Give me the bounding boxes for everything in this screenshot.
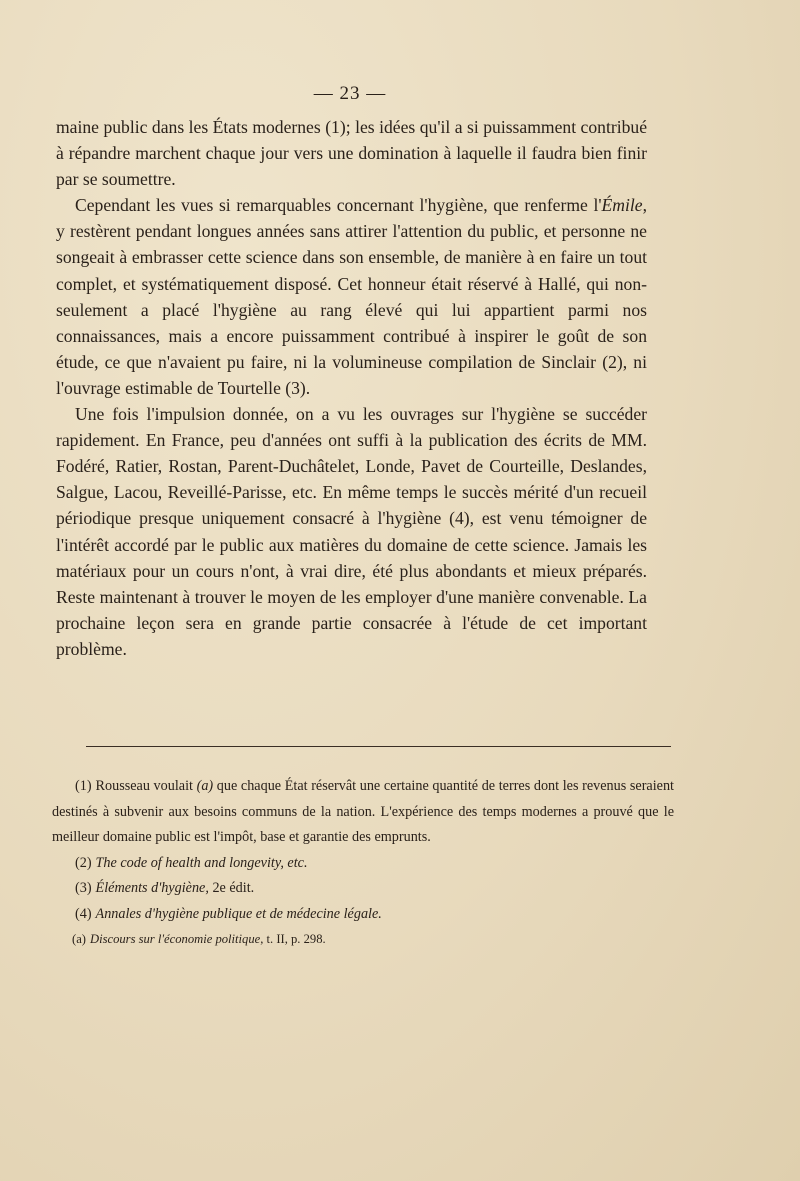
footnote-a <box>52 927 674 953</box>
footnote-3-mark: (3) <box>75 880 92 896</box>
page-number: — 23 — <box>313 83 387 104</box>
footnote-3 <box>52 876 674 902</box>
footnote-4 <box>52 902 674 928</box>
footnote-1-start: Rousseau voulait <box>95 778 197 794</box>
footnote-2 <box>52 851 674 877</box>
footnote-a-ref: , t. II, p. 298. <box>260 932 326 946</box>
emile-title: Émile <box>601 195 643 216</box>
footnote-4-mark: (4) <box>75 905 92 922</box>
footnotes <box>52 774 674 953</box>
footnote-3-edition: 2e édit. <box>208 880 255 896</box>
footnote-1-end: que chaque État réservât une certaine quantité de terres dont les revenus seraient destinés à subvenir aux besoins communs de la nation. L'expérience des temps modernes a prouvé que le meilleur domaine public est l'impôt, base et garantie des emprunts. <box>52 778 674 845</box>
footnote-a-mark: (a) <box>72 932 86 946</box>
paragraph-3: Une fois l'impulsion donnée, on a vu les ouvrages sur l'hygiène se succéder rapidement. En France, peu d'années ont suffi à la publication des écrits de MM. Fodéré, Ratier, Rostan, Parent-Duchâtelet, Londe, Pavet de Courteille, Deslandes, Salgue, Lacou, Reveillé-Parisse, etc. En même temps le succès mérité d'un recueil périodique presque uniquement consacré à l'hygiène (4), est venu témoigner de l'intérêt accordé par le public aux matières du domaine de cette science. Jamais les matériaux pour un cours n'ont, à vrai dire, été plus abondants et mieux préparés. Reste maintenant à trouver le moyen de les employer d'une manière convenable. La prochaine leçon sera en grande partie consacrée à l'étude de cet important problème. <box>56 404 647 659</box>
footnote-1 <box>52 774 674 851</box>
footnote-2-title: The code of health and longevity, etc. <box>95 854 308 871</box>
main-text <box>56 114 647 662</box>
paragraph-2-start: Cependant les vues si remarquables concernant l'hygiène, que renferme l' <box>75 195 602 216</box>
paragraph-1: maine public dans les États modernes (1); les idées qu'il a si puissamment contribué à répandre marchent chaque jour vers une domination à laquelle il faudra bien finir par se soumettre. <box>56 117 647 190</box>
footnote-1-ref: (a) <box>196 778 214 794</box>
footnote-3-title: Éléments d'hygiène, <box>95 880 209 896</box>
footnote-4-title: Annales d'hygiène publique et de médecine légale. <box>95 905 382 922</box>
footnote-a-title: Discours sur l'économie politique <box>89 932 261 946</box>
footnote-1-mark: (1) <box>75 778 92 794</box>
paragraph-2 <box>56 192 647 401</box>
footnote-divider <box>86 746 671 747</box>
paragraph-2-end: , y restèrent pendant longues années sans attirer l'attention du public, et personne ne songeait à embrasser cette science dans son ensemble, de manière à en faire un tout complet, et systématiquement disposé. Cet honneur était réservé à Hallé, qui non-seulement a placé l'hygiène au rang élevé qui lui appartient parmi nos connaissances, mais a encore puissamment contribué à inspirer le goût de son étude, ce que n'avaient pu faire, ni la volumineuse compilation de Sinclair (2), ni l'ouvrage estimable de Tourtelle (3). <box>56 195 647 398</box>
footnote-2-mark: (2) <box>75 854 92 871</box>
